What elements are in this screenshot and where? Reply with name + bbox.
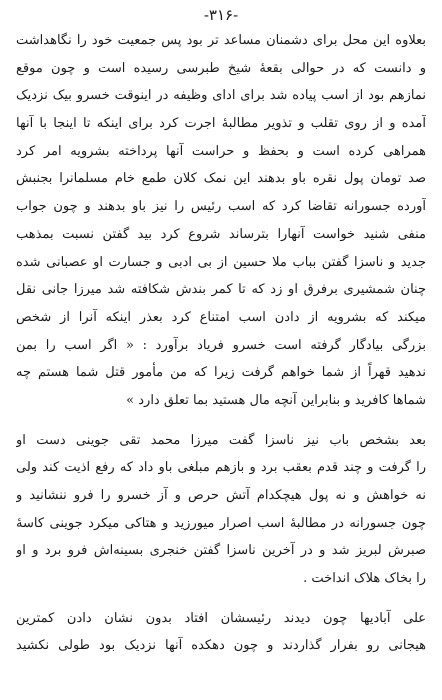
text-line: شماها کافرید و بنابراین آنچه مال هستید بما تعلق دارد » — [126, 392, 426, 408]
paragraph-3 — [16, 605, 426, 660]
page-number: -۳۱۶- — [203, 6, 239, 24]
text-line: آمده و از روی تقلب و تذویر مطالبهٔ اجرت کرد برای اینکه تا اینجا با آنها — [16, 116, 426, 132]
text-line: صد تومان پول نقره باو بدهند این نمک ‌کلان طمع خام مسلمانرا بجنبش — [16, 171, 426, 187]
text-line: آورده جسورانه تقاضا کرد که اسب رئیس را نیز باو بدهند و چون جواب — [16, 199, 426, 215]
paragraph-2 — [16, 427, 426, 593]
text-line: بزرگی بیادگار گرفته است خسرو فریاد برآورد : « اگر اسب را بمن — [16, 337, 426, 353]
text-line: چون جسورانه در مطالبهٔ اسب اصرار میورزید و هتاکی میکرد جوینی کاسهٔ — [16, 515, 426, 531]
text-line: همراهی کرده است و بحفظ و حراست آنها پرداخته بشرویه امر کرد — [16, 143, 426, 159]
text-line: چنان شمشیری برفرق او زد که تا کمر بندش شکافته شد میرزا جانی نقل — [16, 282, 426, 298]
text-line: منفی شنید خواست آنهارا بترساند شروع کرد بید گفتن نسبت بمذهب — [16, 226, 426, 242]
text-line: هیجانی رو بفرار گذاردند و چون دهکده آنها نزدیک بود طولی نکشید — [16, 638, 426, 654]
text-line: بعد بشخص باب نیز ناسزا گفت میرزا محمد تقی جوینی دست او — [16, 432, 426, 448]
text-line: صبرش لبریز شد و در آخرین ناسزا گفتن خنجری بسینه‌اش فرو برد و او — [16, 543, 426, 559]
paragraph-1 — [16, 27, 426, 415]
text-line: را گرفت و چند قدم بعقب برد و بازهم مبلغی باو داد که رفع اذیت کند ولی — [16, 460, 426, 476]
text-line: و دانست که در حوالی بقعهٔ شیخ طبرسی رسیده است و چون موقع — [16, 60, 426, 76]
text-line: جدید و ناسزا گفتن بباب ملا حسین از بی ادبی و جسارت او عصبانی شده — [16, 254, 426, 270]
text-line: نه‌ خواهش و نه‌ پول هیچکدام آتش حرص و آز خسرو را فرو ننشانید و — [16, 488, 426, 503]
text-line: نمازهم بود از اسب پیاده شد برای ادای وظیفه در اینوقت خسرو بیک نزدیک — [16, 88, 426, 104]
text-line: را بخاک هلاک انداخت . — [303, 571, 426, 587]
text-line: بعلاوه این محل برای دشمنان مساعد تر بود پس جمعیت خود را نگاهداشت — [16, 33, 426, 48]
text-line: میکند که بشرویه از دادن اسب امتناع کرد بعذر اینکه آنرا از شخص — [16, 309, 426, 325]
text-line: ندهید قهراً از شما خواهم گرفت زیرا که من مأمور قتل شما هستم چه — [16, 365, 426, 381]
text-line: علی آبادیها چون دیدند رئیسشان افتاد بدون نشان دادن کمترین — [16, 610, 426, 626]
